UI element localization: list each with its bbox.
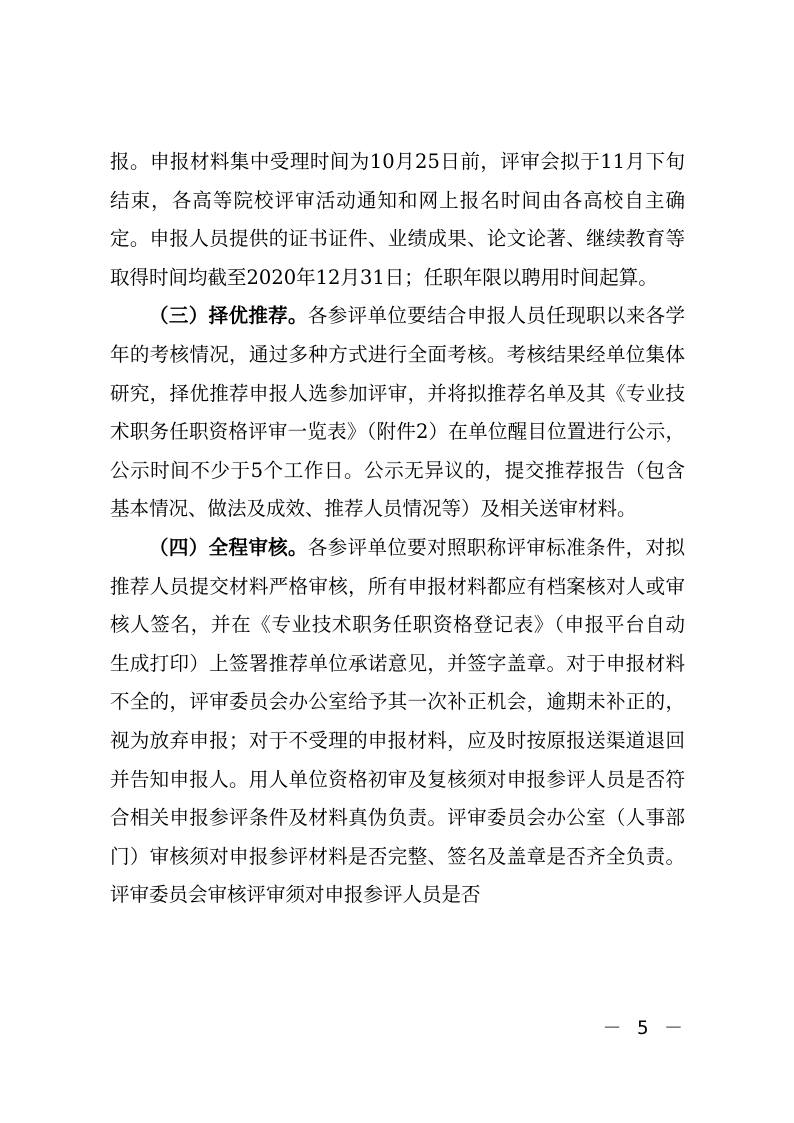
- paragraph-continuation: [110, 143, 685, 297]
- paragraph-review: [110, 529, 685, 915]
- paragraph-recommendation: [110, 297, 685, 529]
- section-heading-recommendation: （三）择优推荐。: [149, 304, 308, 328]
- document-body: [110, 143, 685, 915]
- paragraph-text: 各参评单位要对照职称评审标准条件，对拟推荐人员提交材料严格审核，所有申报材料都应有档案核对人或审核人签名，并在《专业技术职务任职资格登记表》（申报平台自动生成打印）上签署推荐单位承诺意见，并签字盖章。对于申报材料不全的，评审委员会办公室给予其一次补正机会，逾期未补正的，视为放弃申报；对于不受理的申报材料，应及时按原报送渠道退回并告知申报人。用人单位资格初审及复核须对申报参评人员是否符合相关申报参评条件及材料真伪负责。评审委员会办公室（人事部门）审核须对申报参评材料是否完整、签名及盖章是否齐全负责。评审委员会审核评审须对申报参评人员是否: [110, 535, 685, 907]
- page-number: － 5 －: [602, 1017, 685, 1039]
- paragraph-text: 各参评单位要结合申报人员任现职以来各学年的考核情况，通过多种方式进行全面考核。考核结果经单位集体研究，择优推荐申报人选参加评审，并将拟推荐名单及其《专业技术职务任职资格评审一览表》（附件2）在单位醒目位置进行公示，公示时间不少于5个工作日。公示无异议的，提交推荐报告（包含基本情况、做法及成效、推荐人员情况等）及相关送审材料。: [110, 304, 685, 521]
- section-heading-review: （四）全程审核。: [149, 535, 308, 559]
- paragraph-text: 报。申报材料集中受理时间为10月25日前，评审会拟于11月下旬结束，各高等院校评审活动通知和网上报名时间由各高校自主确定。申报人员提供的证书证件、业绩成果、论文论著、继续教育等取得时间均截至2020年12月31日；任职年限以聘用时间起算。: [110, 150, 685, 289]
